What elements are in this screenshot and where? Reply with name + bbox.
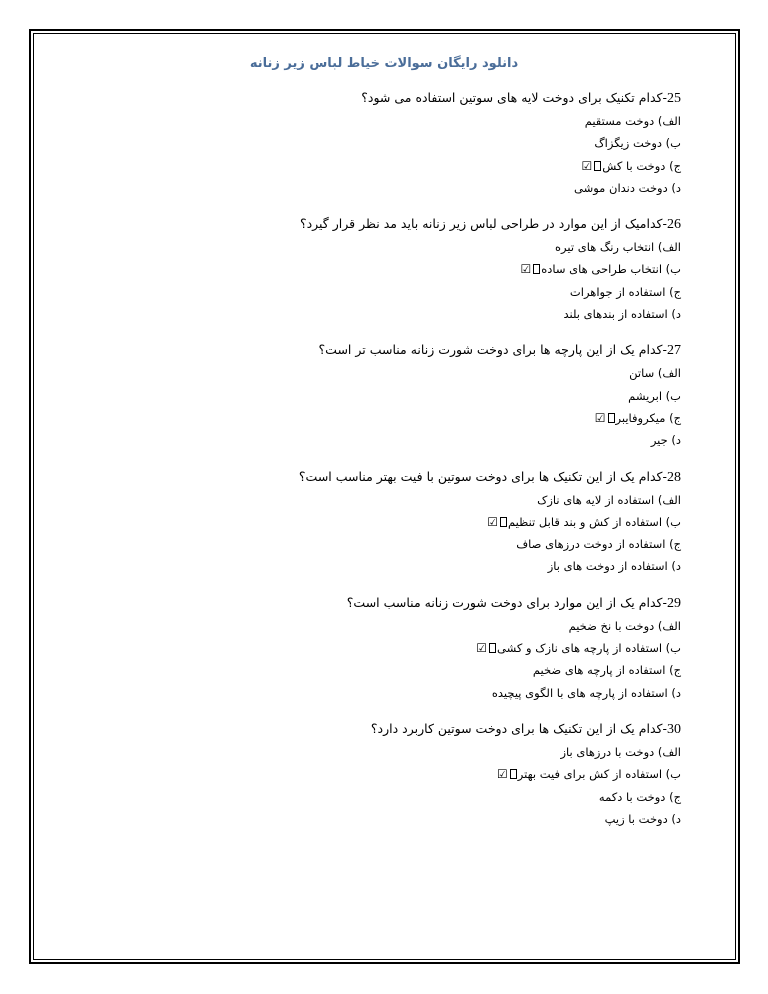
option: [121, 659, 681, 681]
option-text: د) استفاده از بندهای بلند: [563, 307, 681, 322]
question-27: [121, 338, 681, 451]
question-text: [121, 212, 681, 236]
option: [121, 786, 681, 808]
option: [121, 385, 681, 407]
question-number: 30: [667, 721, 681, 737]
empty-box-icon: [608, 413, 615, 423]
option-text: د) دوخت دندان موشی: [574, 180, 681, 195]
question-text: [121, 338, 681, 362]
question-body: -کدام یک از این موارد برای دوخت شورت زنانه مناسب است؟: [346, 594, 667, 610]
option: [121, 132, 681, 154]
option-text: الف) دوخت مستقیم: [584, 114, 681, 128]
check-mark-icon: ☑: [520, 262, 532, 277]
question-text: [121, 86, 681, 110]
question-28: [121, 465, 681, 578]
option: [121, 362, 681, 384]
option: [121, 303, 681, 325]
check-mark-icon: ☑: [476, 641, 488, 656]
page-title: دانلود رایگان سوالات خیاط لباس زیر زنانه: [249, 56, 519, 71]
question-body: -کدام تکنیک برای دوخت لایه های سوتین استفاده می شود؟: [361, 90, 667, 105]
question-text: [121, 591, 681, 615]
question-body: -کدامیک از این موارد در طراحی لباس زیر زنانه باید مد نظر قرار گیرد؟: [299, 216, 667, 232]
option-correct: [121, 511, 681, 533]
option-text: ج) دوخت با کش: [602, 158, 681, 173]
option: [121, 110, 681, 132]
option-text: د) جیر: [650, 433, 681, 448]
option-text: ب) انتخاب طراحی های ساده: [541, 262, 681, 277]
option-text: ج) استفاده از دوخت درزهای صاف: [516, 537, 681, 552]
question-body: -کدام یک از این تکنیک ها برای دوخت سوتین با فیت بهتر مناسب است؟: [298, 468, 667, 484]
option-text: الف) دوخت با درزهای باز: [560, 744, 681, 759]
option-correct: [121, 637, 681, 659]
questions-list: [121, 86, 681, 843]
question-number: 28: [667, 469, 681, 485]
option-text: د) استفاده از پارچه های با الگوی پیچیده: [491, 685, 681, 700]
option-text: ج) استفاده از پارچه های ضخیم: [532, 663, 681, 678]
question-body: -کدام یک از این پارچه ها برای دوخت شورت زنانه مناسب تر است؟: [318, 342, 667, 358]
option: [121, 281, 681, 303]
question-25: [121, 86, 681, 199]
option-text: ب) استفاده از کش و بند قابل تنظیم: [508, 514, 681, 529]
option: [121, 489, 681, 511]
option-correct: [121, 258, 681, 280]
option: [121, 808, 681, 830]
question-body: -کدام یک از این تکنیک ها برای دوخت سوتین کاربرد دارد؟: [370, 720, 667, 736]
option: [121, 682, 681, 704]
question-number: 26: [667, 217, 681, 233]
option-text: ج) دوخت با دکمه: [598, 789, 681, 804]
option: [121, 615, 681, 637]
option-text: ج) استفاده از جواهرات: [569, 284, 681, 299]
option-text: ج) میکروفایبر: [615, 410, 681, 425]
option: [121, 236, 681, 258]
option-correct: [121, 763, 681, 785]
option: [121, 741, 681, 763]
check-mark-icon: ☑: [594, 410, 606, 425]
option-text: د) استفاده از دوخت های باز: [547, 559, 681, 574]
check-mark-icon: ☑: [487, 514, 499, 529]
option: [121, 533, 681, 555]
option: [121, 555, 681, 577]
empty-box-icon: [489, 643, 496, 653]
question-30: [121, 717, 681, 830]
question-number: 25: [667, 91, 681, 106]
option-text: ب) استفاده از کش برای فیت بهتر: [517, 767, 681, 782]
option-text: الف) استفاده از لایه های نازک: [537, 492, 681, 507]
empty-box-icon: [594, 161, 601, 171]
question-number: 29: [667, 595, 681, 611]
option-text: ب) ابریشم: [628, 388, 681, 403]
empty-box-icon: [510, 769, 517, 779]
empty-box-icon: [533, 264, 540, 274]
question-29: [121, 591, 681, 704]
question-text: [121, 465, 681, 489]
option-text: الف) دوخت با نخ ضخیم: [568, 618, 681, 633]
option-text: د) دوخت با زیپ: [604, 811, 681, 826]
option-text: ب) استفاده از پارچه های نازک و کشی: [497, 641, 681, 656]
option-text: ب) دوخت زیگزاگ: [594, 136, 681, 151]
question-text: [121, 717, 681, 741]
option-correct: [121, 155, 681, 177]
option-correct: [121, 407, 681, 429]
question-26: [121, 212, 681, 325]
option: [121, 429, 681, 451]
option: [121, 177, 681, 199]
question-number: 27: [667, 343, 681, 359]
check-mark-icon: ☑: [497, 767, 508, 782]
option-text: الف) انتخاب رنگ های تیره: [555, 240, 681, 255]
option-text: الف) ساتن: [629, 366, 681, 381]
empty-box-icon: [500, 517, 507, 527]
check-mark-icon: ☑: [581, 158, 593, 173]
